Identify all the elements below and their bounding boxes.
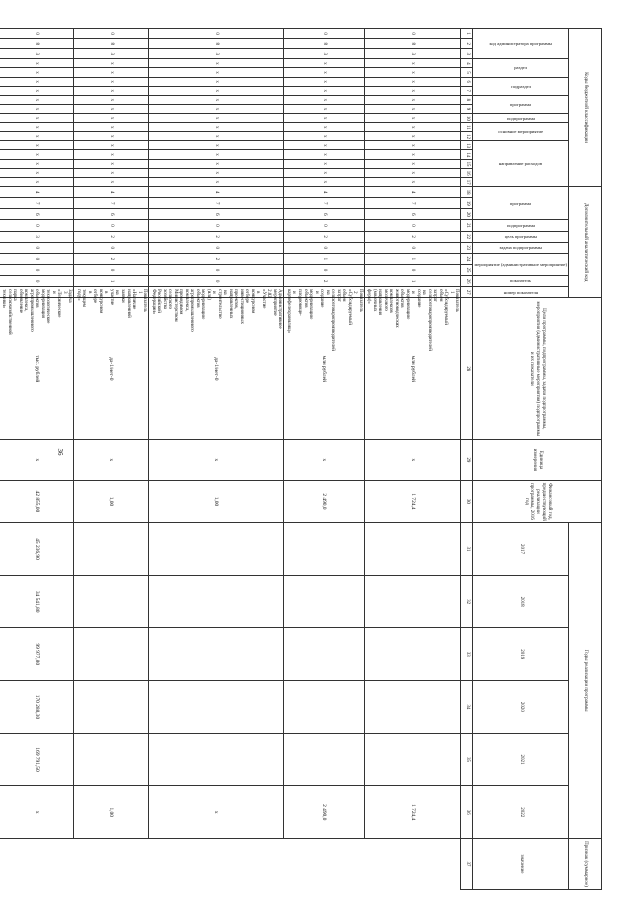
column-number: 31 [461,523,473,576]
code-digit: 3 [284,49,364,59]
code-digit: х [284,59,364,68]
code-digit: 6 [0,209,74,220]
code-digit: 2 [74,253,149,264]
column-number: 6 [461,77,473,86]
row-value-2018 [149,523,284,576]
header-section: раздел [473,59,569,77]
column-number: 15 [461,159,473,168]
header-row-groups [569,29,602,890]
row-value-2021 [74,681,149,734]
code-digit: 3 [0,49,74,59]
code-digit: х [364,132,461,141]
row-description: Показатель 1 «Наличие направленной заявки на участие в конкурсном отборе в текущем году» [74,287,149,298]
row-value-2020: 99 977,80 [0,628,74,681]
column-number: 21 [461,220,473,231]
code-digit: 6 [74,209,149,220]
header-program: программа [473,95,569,113]
column-number: 27 [461,287,473,298]
code-digit: 3 [74,49,149,59]
code-digit: х [0,132,74,141]
column-number: 35 [461,733,473,786]
column-number: 24 [461,253,473,264]
code-digit: х [74,159,149,168]
row-value-2022 [149,733,284,786]
code-digit: х [284,114,364,123]
program-table [0,28,602,890]
row-value-2021 [149,681,284,734]
code-digit: х [0,141,74,150]
code-digit: х [74,123,149,132]
column-number: 10 [461,114,473,123]
code-digit: 7 [0,198,74,209]
code-digit: х [74,114,149,123]
code-digit: 0 [284,29,364,39]
code-digit: 1 [364,253,461,264]
column-number: 37 [461,839,473,890]
row-description: Задача 3 «Техническое и технологическое модернизация объектов агропромышленного комплекса, обновление парка сельскохозяйственной техники» [0,287,74,298]
column-number: 36 [461,786,473,839]
column-number: 34 [461,681,473,734]
row-value-2019: 34 541,80 [0,575,74,628]
column-number: 26 [461,276,473,287]
header-subprogram-task: задача подпрограммы [473,242,569,253]
code-digit: х [284,150,364,159]
table-row [284,29,364,890]
row-value-2021 [364,681,461,734]
row-value-2018 [284,523,364,576]
code-digit: 0 [0,276,74,287]
code-digit: 0 [0,29,74,39]
header-unit: Единица измерения [473,440,602,481]
code-digit: 0 [364,29,461,39]
code-digit: х [74,68,149,77]
code-digit: 1 [364,276,461,287]
code-digit: 3 [0,231,74,242]
code-digit: х [74,132,149,141]
code-digit: 0 [0,253,74,264]
code-digit: х [364,177,461,186]
code-digit: 7 [149,198,284,209]
code-digit: 0 [74,29,149,39]
row-value-2017: 2 490,0 [284,480,364,523]
code-digit: 0 [364,242,461,253]
row-value-2022 [284,733,364,786]
column-number: 17 [461,177,473,186]
code-digit: 8 [284,39,364,49]
header-2019: 2019 [473,628,569,681]
code-digit: 0 [149,242,284,253]
header-years: Годы реализации программы [569,523,602,839]
row-value-2022: 169 791,50 [0,733,74,786]
code-digit: х [284,177,364,186]
column-number: 1 [461,29,473,39]
code-digit: 8 [149,39,284,49]
row-value-2017: 42 855,00 [0,480,74,523]
code-digit: 0 [149,29,284,39]
header-extra-ind: номер показателя [473,287,569,298]
row-value-2021: 170 288,30 [0,681,74,734]
code-digit: х [364,159,461,168]
header-program-goal: цель программы [473,231,569,242]
header-2021: 2021 [473,733,569,786]
code-digit: х [284,123,364,132]
header-direction: направление расходов [473,141,569,187]
code-digit: х [284,168,364,177]
header-goals: Цели программы, подпрограммы, задачи подпрограммы, мероприятия (административные мероприятия) подпрограммы и их показатели [473,298,602,440]
code-digit: 8 [364,39,461,49]
code-digit: х [0,114,74,123]
column-number: 13 [461,141,473,150]
row-fin-year: х [149,440,284,481]
code-digit: х [364,68,461,77]
code-digit: х [74,150,149,159]
code-digit: 0 [284,264,364,275]
row-fin-year: х [74,440,149,481]
code-digit: 8 [74,39,149,49]
code-digit: 0 [74,220,149,231]
row-unit: млн рублей [364,298,461,440]
row-value-2019 [74,575,149,628]
header-extra-subprogram: подпрограмма [473,220,569,231]
code-digit: х [284,141,364,150]
code-digit: 8 [0,39,74,49]
header-fin-year: Финансовый год, предшествующий реализации программы, 2016 год [473,480,602,523]
column-number: 23 [461,242,473,253]
row-value-2022 [364,733,461,786]
code-digit: х [284,95,364,104]
code-digit: х [0,159,74,168]
code-digit: х [149,159,284,168]
code-digit: 0 [149,264,284,275]
header-admin-code: код администратора программы [473,29,569,59]
column-number: 5 [461,68,473,77]
row-value-2019 [149,575,284,628]
table-row [364,29,461,890]
code-digit: 2 [284,276,364,287]
code-digit: 7 [74,198,149,209]
column-number: 3 [461,49,473,59]
code-digit: х [284,132,364,141]
code-digit: х [149,114,284,123]
code-digit: х [0,95,74,104]
code-digit: х [364,104,461,113]
header-2017: 2017 [473,523,569,576]
code-digit: 2 [74,231,149,242]
row-value-2017: 1,00 [74,480,149,523]
code-digit: х [364,150,461,159]
code-digit: х [149,59,284,68]
code-digit: х [0,168,74,177]
code-digit: 3 [149,49,284,59]
code-digit: 0 [0,242,74,253]
code-digit: 0 [0,264,74,275]
code-digit: х [284,68,364,77]
code-digit: х [284,159,364,168]
code-digit: 2 [284,231,364,242]
code-digit: 0 [74,264,149,275]
table-row [74,29,149,890]
code-digit: х [74,141,149,150]
code-digit: х [0,177,74,186]
code-digit: х [149,168,284,177]
column-number: 2 [461,39,473,49]
code-digit: х [149,86,284,95]
header-basic-event: основное мероприятие [473,123,569,141]
code-digit: х [364,95,461,104]
code-digit: х [0,68,74,77]
row-unit: да-1/нет-0 [74,298,149,440]
column-number: 12 [461,132,473,141]
header-subsection: подраздел [473,77,569,95]
header-subprogram: подпрограмма [473,114,569,123]
row-value-2019 [364,575,461,628]
code-digit: х [74,177,149,186]
row-fin-year: х [0,440,74,481]
row-total: х [0,786,74,839]
column-number-row [461,29,473,890]
code-digit: х [149,132,284,141]
code-digit: 7 [284,198,364,209]
code-digit: х [74,168,149,177]
row-value-2017: 1,00 [149,480,284,523]
code-digit: 2 [149,231,284,242]
code-digit: х [149,150,284,159]
code-digit: х [74,86,149,95]
code-digit: 2 [364,231,461,242]
code-digit: 4 [364,187,461,198]
row-value-2020 [364,628,461,681]
code-digit: 0 [0,220,74,231]
code-digit: х [364,141,461,150]
code-digit: 0 [149,220,284,231]
code-digit: х [284,77,364,86]
code-digit: 2 [149,253,284,264]
column-number: 25 [461,264,473,275]
code-digit: 4 [284,187,364,198]
column-number: 14 [461,150,473,159]
column-number: 16 [461,168,473,177]
code-digit: х [149,68,284,77]
code-digit: 6 [149,209,284,220]
code-digit: 0 [74,242,149,253]
code-digit: х [149,104,284,113]
code-digit: 0 [364,220,461,231]
code-digit: 6 [284,209,364,220]
row-value-2022 [74,733,149,786]
table-row [149,29,284,890]
header-2018: 2018 [473,575,569,628]
header-extra-code: Дополнительный аналитический код [569,187,602,298]
code-digit: х [284,86,364,95]
code-digit: 4 [149,187,284,198]
code-digit: х [0,77,74,86]
code-digit: х [74,77,149,86]
code-digit: х [149,95,284,104]
row-description: Административное мероприятие 2.02 «Участие в конкурсном отборе инвестиционных проектов, направленных на строительство и (или) модернизацию объектов агропромышленного комплекса, проводимом Министерством сельского хозяйства Российской Федерации» [149,287,284,298]
code-digit: х [0,104,74,113]
column-number: 7 [461,86,473,95]
column-number: 8 [461,95,473,104]
column-number: 20 [461,209,473,220]
header-2020: 2020 [473,681,569,734]
code-digit: х [364,86,461,95]
code-digit: х [149,141,284,150]
table-row [0,29,74,890]
code-digit: х [364,114,461,123]
row-value-2018 [364,523,461,576]
header-budget-codes: Коды бюджетной классификации [569,29,602,187]
code-digit: х [364,59,461,68]
row-value-2021 [284,681,364,734]
code-digit: 3 [364,49,461,59]
column-number: 32 [461,575,473,628]
row-total: 2 490,0 [284,786,364,839]
code-digit: 1 [284,253,364,264]
row-value-2018 [74,523,149,576]
code-digit: 0 [284,242,364,253]
code-digit: 4 [0,187,74,198]
code-digit: х [364,77,461,86]
column-number: 18 [461,187,473,198]
row-unit: тыс. рублей [0,298,74,440]
code-digit: 0 [364,264,461,275]
code-digit: х [149,123,284,132]
header-2022: 2022 [473,786,569,839]
row-total: 1,00 [74,786,149,839]
column-number: 22 [461,231,473,242]
rotated-sheet [1,28,602,890]
row-total: х [149,786,284,839]
header-value: значение [473,839,569,890]
code-digit: х [364,168,461,177]
code-digit: 0 [149,276,284,287]
code-digit: х [0,150,74,159]
row-value-2020 [149,628,284,681]
row-fin-year: х [364,440,461,481]
code-digit: х [149,177,284,186]
column-number: 33 [461,628,473,681]
column-number: 28 [461,298,473,440]
row-value-2020 [74,628,149,681]
code-digit: х [74,95,149,104]
row-value-2018: 45 236,90 [0,523,74,576]
header-event: мероприятие (административное мероприятие) [473,253,569,275]
row-value-2017: 1 724,4 [364,480,461,523]
column-number: 19 [461,198,473,209]
code-digit: 6 [364,209,461,220]
row-description: Показатель 2 «Субсидируемый объем затрат сельхозтоваропроизводителей на создание и модернизацию объектов плодоовоще- и картофелехранилищ» [284,287,364,298]
code-digit: х [364,123,461,132]
row-value-2019 [284,575,364,628]
column-number: 4 [461,59,473,68]
column-number: 30 [461,480,473,523]
code-digit: х [74,59,149,68]
code-digit: 1 [74,276,149,287]
code-digit: х [0,123,74,132]
row-unit: млн рублей [284,298,364,440]
column-number: 9 [461,104,473,113]
header-total: Признак (суммарное) [569,839,602,890]
row-value-2020 [284,628,364,681]
code-digit: 0 [284,220,364,231]
header-extra-program: программа [473,187,569,220]
header-indicator: показатель [473,276,569,287]
column-number: 11 [461,123,473,132]
code-digit: х [74,104,149,113]
code-digit: х [0,86,74,95]
code-digit: 4 [74,187,149,198]
code-digit: х [0,59,74,68]
row-unit: да-1/нет-0 [149,298,284,440]
column-number: 29 [461,440,473,481]
row-fin-year: х [284,440,364,481]
code-digit: х [284,104,364,113]
row-total: 1 724,4 [364,786,461,839]
code-digit: х [149,77,284,86]
code-digit: 7 [364,198,461,209]
page-number: 36 [56,448,64,456]
row-description: Показатель 1 «Субсидируемый объем затрат сельхозтоваропроизводителей на создание и модернизацию объектов животноводческих комплексов молочного направления (молочных ферм)» [364,287,461,298]
